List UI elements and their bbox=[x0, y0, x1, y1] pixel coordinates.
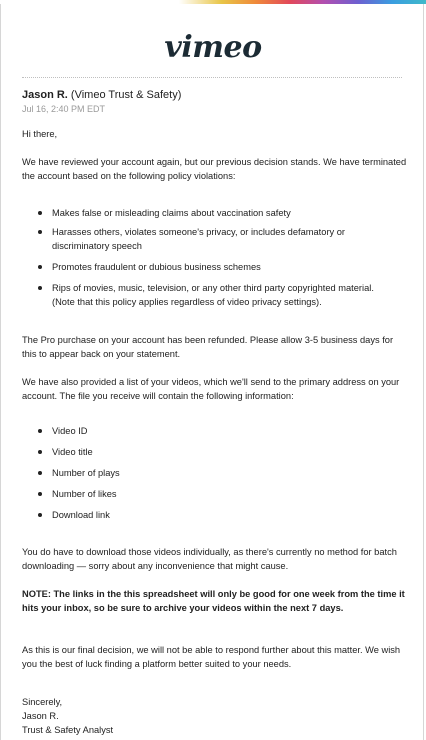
header-divider bbox=[22, 77, 402, 78]
list-item-text: Video title bbox=[52, 447, 93, 457]
bullet-icon bbox=[38, 450, 42, 454]
vimeo-logo bbox=[0, 30, 426, 71]
list-item-text: Promotes fraudulent or dubious business schemes bbox=[52, 262, 261, 272]
list-item-text: Makes false or misleading claims about vaccination safety bbox=[52, 208, 291, 218]
bullet-icon bbox=[38, 211, 42, 215]
list-item-text: Rips of movies, music, television, or any other third party copyrighted material. (Note that this policy applies regardless of video privacy settings). bbox=[52, 283, 374, 307]
sender-name: Jason R. bbox=[22, 89, 68, 101]
list-item bbox=[38, 487, 388, 501]
paragraph-decision: We have reviewed your account again, but our previous decision stands. We have terminated the account based on the following policy violations: bbox=[22, 157, 407, 181]
sender-line bbox=[22, 89, 181, 101]
note-paragraph: NOTE: The links in the this spreadsheet will only be good for one week from the time it hits your inbox, so be sure to archive your videos within the next 7 days. bbox=[22, 589, 405, 613]
signature-name: Jason R. bbox=[22, 711, 59, 721]
bullet-icon bbox=[38, 471, 42, 475]
sender-org: (Vimeo Trust & Safety) bbox=[70, 89, 182, 101]
email-timestamp: Jul 16, 2:40 PM EDT bbox=[22, 104, 106, 114]
list-item bbox=[38, 445, 388, 459]
list-item-text: Video ID bbox=[52, 426, 88, 436]
list-item-text: Harasses others, violates someone's privacy, or includes defamatory or discriminatory speech bbox=[52, 227, 346, 251]
list-item bbox=[38, 424, 388, 438]
list-item bbox=[38, 206, 388, 220]
closing: Sincerely, bbox=[22, 697, 63, 707]
bullet-icon bbox=[38, 286, 42, 290]
greeting: Hi there, bbox=[22, 129, 58, 139]
bullet-icon bbox=[38, 429, 42, 433]
paragraph-video-list: We have also provided a list of your videos, which we'll send to the primary address on your account. The file you receive will contain the following information: bbox=[22, 377, 400, 401]
list-item bbox=[38, 281, 388, 309]
list-item bbox=[38, 508, 388, 522]
brand-color-bar bbox=[0, 0, 426, 4]
list-item-text: Number of likes bbox=[52, 489, 117, 499]
bullet-icon bbox=[38, 230, 42, 234]
paragraph-final: As this is our final decision, we will not be able to respond further about this matter. We wish you the best of luck finding a platform better suited to your needs. bbox=[22, 645, 401, 669]
paragraph-refund: The Pro purchase on your account has been refunded. Please allow 3-5 business days for this to appear back on your statement. bbox=[22, 335, 394, 359]
bullet-icon bbox=[38, 513, 42, 517]
list-item bbox=[38, 466, 388, 480]
logo-text: vimeo bbox=[164, 30, 262, 65]
bullet-icon bbox=[38, 265, 42, 269]
list-item bbox=[38, 225, 388, 253]
signature-title: Trust & Safety Analyst bbox=[22, 725, 114, 735]
bullet-icon bbox=[38, 492, 42, 496]
list-item bbox=[38, 260, 388, 274]
list-item-text: Number of plays bbox=[52, 468, 120, 478]
paragraph-download: You do have to download those videos individually, as there's currently no method for batch downloading — sorry about any inconvenience that might cause. bbox=[22, 547, 397, 571]
list-item-text: Download link bbox=[52, 510, 110, 520]
